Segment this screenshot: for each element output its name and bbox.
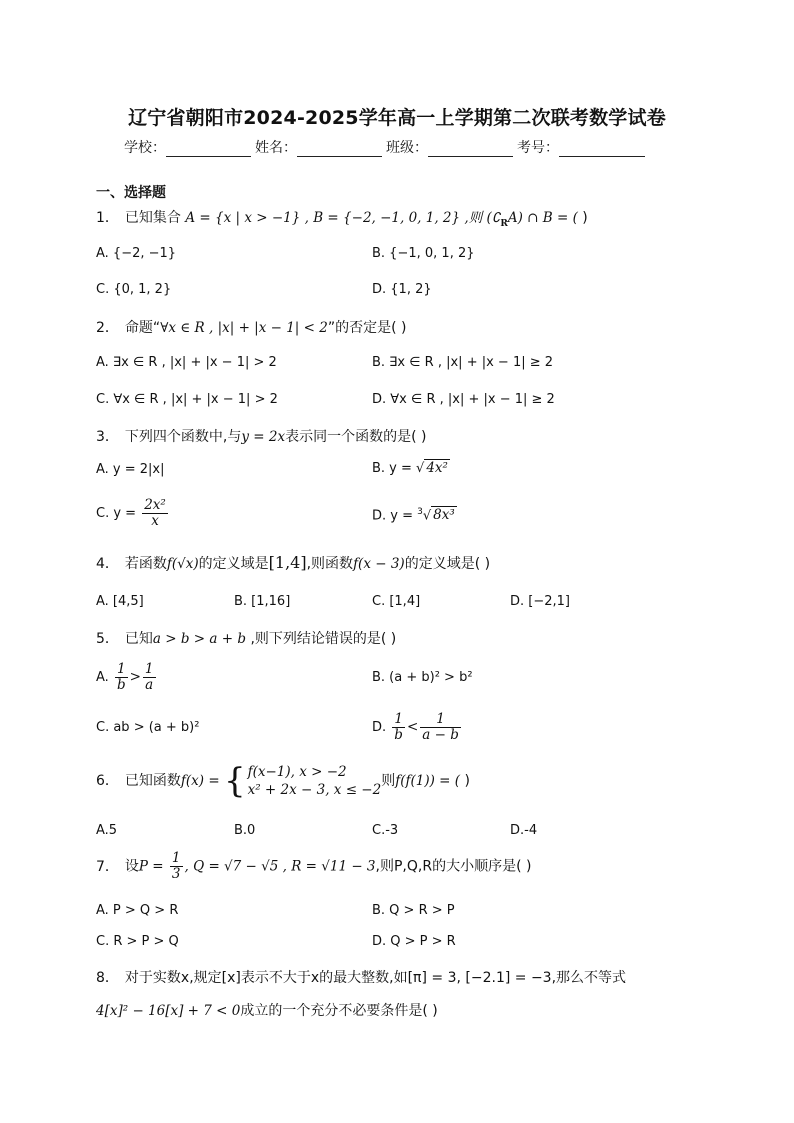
question-5: 5． 已知a > b > a + b ,则下列结论错误的是( )	[96, 631, 397, 647]
name-blank	[297, 142, 382, 157]
q3-option-c[interactable]: C. y = $\frac{\text{2x²}}{x}$	[96, 497, 166, 529]
number-blank	[559, 142, 645, 157]
question-3: 3． 下列四个函数中,与y = 2x表示同一个函数的是( )	[96, 429, 427, 445]
question-8: 8． 对于实数x,规定[x]表示不大于x的最大整数,如[π] = 3, [−2.1] = −3,那么不等式	[96, 970, 627, 986]
student-info-row	[124, 137, 684, 157]
q6-option-c[interactable]: C.-3	[372, 823, 399, 838]
q6-option-d[interactable]: D.-4	[510, 823, 538, 838]
q4-option-d[interactable]: D. [−2,1]	[510, 594, 570, 609]
question-8-line-2: 4[x]² − 16[x] + 7 < 0成立的一个充分不必要条件是( )	[96, 1003, 438, 1019]
q1-option-a[interactable]: A. {−2, −1}	[96, 246, 177, 261]
question-6: 6． 已知函数f(x) = { f(x−1), x > −2 x² + 2x − 3, x ≤ −2 则f(f(1)) = ( )	[96, 761, 470, 801]
question-1: 1． 已知集合 A = {x | x > −1} , B = {−2, −1, 0, 1, 2} ,则 $(∁_RA)$ ∩ B = ( )	[96, 210, 588, 229]
question-4: 4． 若函数f(√x)的定义域是[1,4],则函数f(x − 3)的定义域是( )	[96, 553, 491, 572]
q4-option-c[interactable]: C. [1,4]	[372, 594, 421, 609]
q3-option-d[interactable]: D. y = $^3$√ 8x³	[372, 507, 455, 524]
q1-option-b[interactable]: B. {−1, 0, 1, 2}	[372, 246, 475, 261]
q4-option-a[interactable]: A. [4,5]	[96, 594, 144, 609]
q2-option-a[interactable]: A. ∃x ∈ R , |x| + |x − 1| > 2	[96, 355, 277, 370]
question-2: 2． 命题“∀x ∈ R , |x| + |x − 1| < 2”的否定是( )	[96, 320, 407, 336]
number-label: 考号：	[517, 140, 559, 156]
section-heading: 一、选择题	[96, 185, 166, 201]
q1-option-c[interactable]: C. {0, 1, 2}	[96, 282, 172, 297]
q4-option-b[interactable]: B. [1,16]	[234, 594, 291, 609]
piecewise-function: { f(x−1), x > −2 x² + 2x − 3, x ≤ −2	[223, 761, 382, 801]
class-label: 班级：	[386, 140, 428, 156]
school-label: 学校：	[124, 140, 166, 156]
q2-option-b[interactable]: B. ∃x ∈ R , |x| + |x − 1| ≥ 2	[372, 355, 554, 370]
q3-option-b[interactable]: B. y = √ 4x²	[372, 460, 448, 476]
q5-option-b[interactable]: B. (a + b)² > b²	[372, 670, 473, 685]
q5-option-a[interactable]: A. $\frac{1}{b}$ > $\frac{1}{a}$	[96, 661, 154, 693]
q1-option-d[interactable]: D. {1, 2}	[372, 282, 432, 297]
q5-option-d[interactable]: D. $\frac{1}{b}$ < $\frac{1}{a - b}$	[372, 711, 459, 743]
q6-option-a[interactable]: A.5	[96, 823, 118, 838]
page-title: 辽宁省朝阳市2024-2025学年高一上学期第二次联考数学试卷	[128, 107, 666, 129]
q6-option-b[interactable]: B.0	[234, 823, 256, 838]
q5-option-c[interactable]: C. ab > (a + b)²	[96, 720, 200, 735]
name-label: 姓名：	[255, 140, 297, 156]
q7-option-d[interactable]: D. Q > P > R	[372, 934, 456, 949]
q7-option-a[interactable]: A. P > Q > R	[96, 903, 179, 918]
q7-option-b[interactable]: B. Q > R > P	[372, 903, 455, 918]
q7-option-c[interactable]: C. R > P > Q	[96, 934, 179, 949]
q2-option-d[interactable]: D. ∀x ∈ R , |x| + |x − 1| ≥ 2	[372, 392, 555, 407]
q3-option-a[interactable]: A. y = 2|x|	[96, 462, 165, 477]
class-blank	[428, 142, 513, 157]
q2-option-c[interactable]: C. ∀x ∈ R , |x| + |x − 1| > 2	[96, 392, 278, 407]
question-7: 7． 设P = $\frac{1}{3}$ , Q = √7 − √5 , R = √11 − 3,则P,Q,R的大小顺序是( )	[96, 850, 532, 882]
school-blank	[166, 142, 251, 157]
